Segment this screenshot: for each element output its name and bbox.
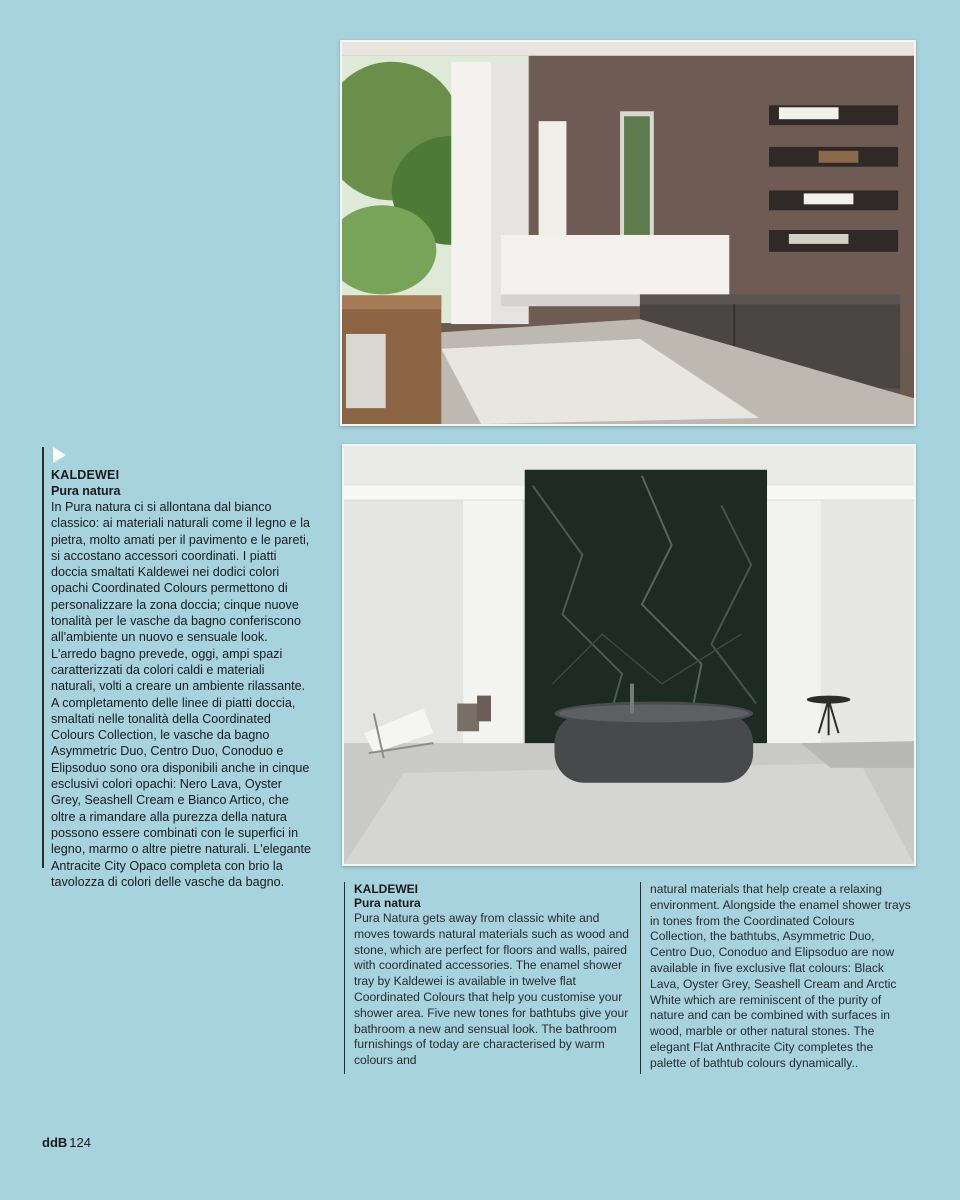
italian-subtitle: Pura natura — [51, 484, 121, 498]
english-brand-heading: KALDEWEI — [354, 882, 418, 896]
english-body-text-1: Pura Natura gets away from classic white and moves towards natural materials such as wood and stone, which are perfect for floors and walls, paired with coordinated accessories. The enamel shower tray by Kaldewei is available in twelve flat Coordinated Colours that help you customise your shower area. Five new tones for bathtubs give your bathroom a new and sensual look. The bathroom furnishings of today are characterised by warm colours and — [354, 911, 629, 1068]
italian-article — [42, 447, 312, 889]
magazine-logo: ddB — [42, 1135, 68, 1150]
italian-body-text: In Pura natura ci si allontana dal bianco classico: ai materiali naturali come il legno e la pietra, molto amati per il pavimento e le pareti, si accostano accessori coordinati. I piatti doccia smaltati Kaldewei nei dodici colori opachi Coordinated Colours permettono di personalizzare la zona doccia; cinque nuove tonalità per le vasche da bagno conferiscono all'ambiente un nuovo e sensuale look. L'arredo bagno prevede, oggi, ampi spazi caratterizzati da colori caldi e materiali naturali, volti a creare un ambiente rilassante. A completamento delle linee di piatti doccia, smaltati nelle tonalità della Coordinated Colours Collection, le vasche da bagno Asymmetric Duo, Centro Duo, Conoduo e Elipsoduo sono ora disponibili anche in cinque esclusivi colori opachi: Nero Lava, Oyster Grey, Seashell Cream e Bianco Artico, che oltre a rimandare alla purezza della natura possono essere combinati con le superfici in legno, marmo o altre pietre naturali. L'elegante Antracite City Opaco completa con brio la tavolozza di colori delle vasche da bagno. — [51, 500, 312, 889]
page-footer — [42, 1135, 91, 1150]
english-subtitle: Pura natura — [354, 896, 421, 910]
english-body-text-2: natural materials that help create a relaxing environment. Alongside the enamel shower trays in tones from the Coordinated Colours Collection, the bathtubs, Asymmetric Duo, Centro Duo, Conoduo and Elipsoduo are now available in five exclusive flat colours: Black Lava, Oyster Grey, Seashell Cream and Arctic White which are reminiscent of the purity of nature and can be combined with surfaces in wood, marble or other natural stones. The elegant Flat Anthracite City completes the palette of bathtub colours dynamically.. — [650, 882, 911, 1070]
photo-bathroom-vanity — [340, 40, 916, 426]
page-number: 124 — [69, 1135, 91, 1150]
italian-brand-heading: KALDEWEI — [51, 468, 120, 482]
english-article-column-1 — [344, 882, 630, 1074]
photo-freestanding-bathtub — [342, 444, 916, 866]
english-article-column-2 — [640, 882, 912, 1074]
bathtub-illustration — [344, 446, 914, 864]
play-arrow-icon — [53, 447, 66, 463]
bathroom-vanity-illustration — [342, 42, 914, 424]
